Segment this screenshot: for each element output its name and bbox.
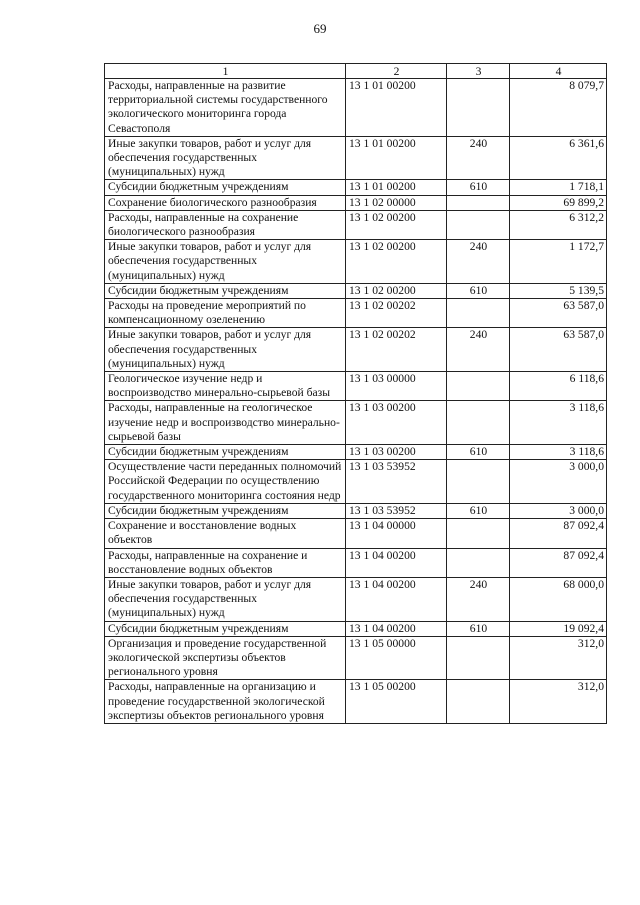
table-row [105, 460, 607, 504]
expense-name-cell: Расходы, направленные на сохранение и восстановление водных объектов [105, 548, 346, 577]
amount-cell: 19 092,4 [510, 621, 607, 636]
target-code-cell: 13 1 01 00200 [346, 79, 447, 137]
expense-name-cell: Расходы на проведение мероприятий по компенсационному озеленению [105, 299, 346, 328]
table-row [105, 136, 607, 180]
expense-type-cell: 610 [447, 503, 510, 518]
target-code-cell: 13 1 02 00200 [346, 283, 447, 298]
amount-cell: 1 172,7 [510, 240, 607, 284]
expense-type-cell [447, 79, 510, 137]
column-header-1: 1 [105, 64, 346, 79]
amount-cell: 68 000,0 [510, 577, 607, 621]
target-code-cell: 13 1 03 00200 [346, 401, 447, 445]
column-header-2: 2 [346, 64, 447, 79]
expense-name-cell: Иные закупки товаров, работ и услуг для обеспечения государственных (муниципальных) нужд [105, 240, 346, 284]
target-code-cell: 13 1 03 00000 [346, 372, 447, 401]
amount-cell: 3 000,0 [510, 460, 607, 504]
expense-name-cell: Организация и проведение государственной экологической экспертизы объектов регионального уровня [105, 636, 346, 680]
expense-type-cell [447, 680, 510, 724]
table-row [105, 180, 607, 195]
expense-type-cell [447, 210, 510, 239]
amount-cell: 69 899,2 [510, 195, 607, 210]
expense-type-cell [447, 299, 510, 328]
target-code-cell: 13 1 02 00202 [346, 328, 447, 372]
expense-type-cell: 240 [447, 240, 510, 284]
table-row [105, 519, 607, 548]
target-code-cell: 13 1 03 53952 [346, 503, 447, 518]
amount-cell: 6 361,6 [510, 136, 607, 180]
budget-table [104, 63, 607, 724]
expense-type-cell: 240 [447, 577, 510, 621]
expense-name-cell: Геологическое изучение недр и воспроизводство минерально-сырьевой базы [105, 372, 346, 401]
target-code-cell: 13 1 04 00000 [346, 519, 447, 548]
expense-name-cell: Субсидии бюджетным учреждениям [105, 621, 346, 636]
amount-cell: 3 000,0 [510, 503, 607, 518]
table-row [105, 503, 607, 518]
target-code-cell: 13 1 02 00202 [346, 299, 447, 328]
expense-name-cell: Расходы, направленные на развитие территориальной системы государственного экологического мониторинга города Севастополя [105, 79, 346, 137]
expense-name-cell: Субсидии бюджетным учреждениям [105, 283, 346, 298]
table-row [105, 621, 607, 636]
expense-name-cell: Расходы, направленные на геологическое изучение недр и воспроизводство минерально-сырьевой базы [105, 401, 346, 445]
expense-type-cell: 610 [447, 283, 510, 298]
expense-name-cell: Расходы, направленные на сохранение биологического разнообразия [105, 210, 346, 239]
target-code-cell: 13 1 02 00000 [346, 195, 447, 210]
page-number: 69 [313, 21, 327, 36]
target-code-cell: 13 1 01 00200 [346, 136, 447, 180]
expense-name-cell: Сохранение биологического разнообразия [105, 195, 346, 210]
amount-cell: 1 718,1 [510, 180, 607, 195]
amount-cell: 87 092,4 [510, 548, 607, 577]
column-header-4: 4 [510, 64, 607, 79]
expense-name-cell: Иные закупки товаров, работ и услуг для обеспечения государственных (муниципальных) нужд [105, 577, 346, 621]
table-row [105, 680, 607, 724]
table-row [105, 299, 607, 328]
amount-cell: 87 092,4 [510, 519, 607, 548]
table-row [105, 636, 607, 680]
target-code-cell: 13 1 03 53952 [346, 460, 447, 504]
amount-cell: 312,0 [510, 636, 607, 680]
amount-cell: 8 079,7 [510, 79, 607, 137]
expense-type-cell [447, 519, 510, 548]
table-row [105, 577, 607, 621]
table-row [105, 445, 607, 460]
target-code-cell: 13 1 04 00200 [346, 577, 447, 621]
expense-type-cell [447, 548, 510, 577]
table-row [105, 79, 607, 137]
expense-type-cell [447, 401, 510, 445]
expense-name-cell: Субсидии бюджетным учреждениям [105, 445, 346, 460]
table-row [105, 283, 607, 298]
amount-cell: 6 312,2 [510, 210, 607, 239]
amount-cell: 3 118,6 [510, 401, 607, 445]
expense-name-cell: Сохранение и восстановление водных объектов [105, 519, 346, 548]
target-code-cell: 13 1 04 00200 [346, 621, 447, 636]
amount-cell: 63 587,0 [510, 299, 607, 328]
column-header-3: 3 [447, 64, 510, 79]
table-row [105, 210, 607, 239]
table-row [105, 195, 607, 210]
expense-name-cell: Субсидии бюджетным учреждениям [105, 503, 346, 518]
table-row [105, 328, 607, 372]
expense-type-cell: 610 [447, 445, 510, 460]
target-code-cell: 13 1 02 00200 [346, 210, 447, 239]
target-code-cell: 13 1 03 00200 [346, 445, 447, 460]
amount-cell: 312,0 [510, 680, 607, 724]
amount-cell: 3 118,6 [510, 445, 607, 460]
table-row [105, 401, 607, 445]
table-row [105, 240, 607, 284]
expense-type-cell: 610 [447, 621, 510, 636]
target-code-cell: 13 1 04 00200 [346, 548, 447, 577]
expense-type-cell [447, 195, 510, 210]
amount-cell: 63 587,0 [510, 328, 607, 372]
expense-type-cell [447, 460, 510, 504]
target-code-cell: 13 1 05 00000 [346, 636, 447, 680]
expense-type-cell: 240 [447, 136, 510, 180]
table-row [105, 372, 607, 401]
expense-type-cell [447, 636, 510, 680]
table-header-row [105, 64, 607, 79]
expense-type-cell: 240 [447, 328, 510, 372]
expense-type-cell [447, 372, 510, 401]
amount-cell: 6 118,6 [510, 372, 607, 401]
expense-name-cell: Осуществление части переданных полномочий Российской Федерации по осуществлению государственного мониторинга состояния недр [105, 460, 346, 504]
target-code-cell: 13 1 05 00200 [346, 680, 447, 724]
table-body [105, 79, 607, 724]
expense-type-cell: 610 [447, 180, 510, 195]
table-row [105, 548, 607, 577]
expense-name-cell: Иные закупки товаров, работ и услуг для обеспечения государственных (муниципальных) нужд [105, 136, 346, 180]
target-code-cell: 13 1 01 00200 [346, 180, 447, 195]
expense-name-cell: Иные закупки товаров, работ и услуг для обеспечения государственных (муниципальных) нужд [105, 328, 346, 372]
expense-name-cell: Расходы, направленные на организацию и проведение государственной экологической экспертизы объектов регионального уровня [105, 680, 346, 724]
expense-name-cell: Субсидии бюджетным учреждениям [105, 180, 346, 195]
target-code-cell: 13 1 02 00200 [346, 240, 447, 284]
amount-cell: 5 139,5 [510, 283, 607, 298]
